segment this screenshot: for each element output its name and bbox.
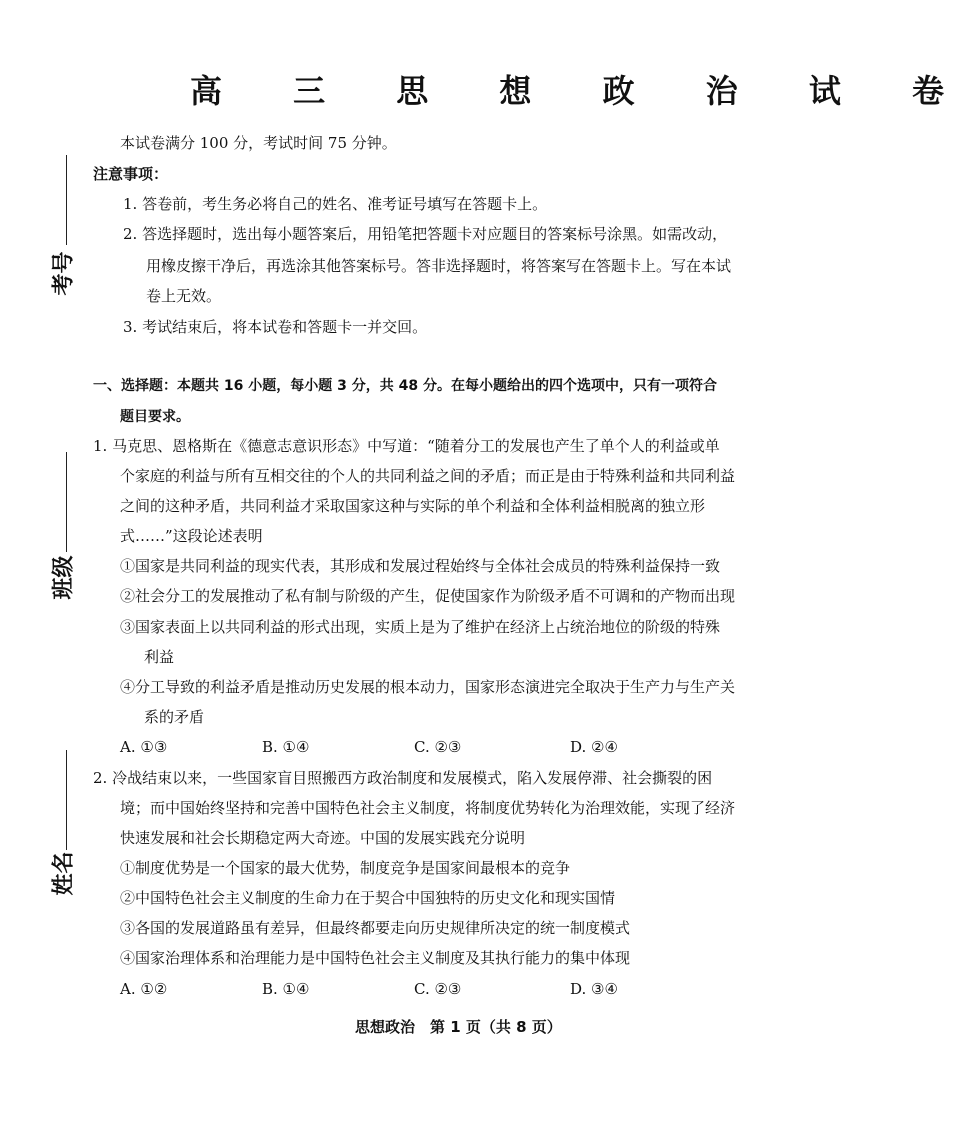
notice-item: 卷上无效。 (146, 287, 222, 305)
q1-statement: ①国家是共同利益的现实代表，其形成和发展过程始终与全体社会成员的特殊利益保持一致 (120, 557, 721, 575)
notice-heading: 注意事项： (93, 165, 169, 183)
q1-statement-cont: 系的矛盾 (144, 708, 205, 726)
notice-item: 1. 答卷前，考生务必将自己的姓名、准考证号填写在答题卡上。 (123, 195, 548, 213)
exam-no-line (66, 155, 67, 245)
q2-statement: ②中国特色社会主义制度的生命力在于契合中国独特的历史文化和现实国情 (120, 889, 616, 907)
q2-option-b: B. ①④ (262, 980, 310, 998)
q1-statement-cont: 利益 (144, 648, 175, 666)
q1-option-b: B. ①④ (262, 738, 310, 756)
question-2-line: 境；而中国始终坚持和完善中国特色社会主义制度，将制度优势转化为治理效能，实现了经济 (120, 799, 736, 817)
q2-option-d: D. ③④ (570, 980, 618, 998)
question-1-line: 个家庭的利益与所有互相交往的个人的共同利益之间的矛盾；而正是由于特殊利益和共同利益 (120, 467, 736, 485)
question-1-line: 式……”这段论述表明 (120, 527, 263, 545)
class-label: 班级 (51, 555, 77, 600)
q1-statement: ②社会分工的发展推动了私有制与阶级的产生，促使国家作为阶级矛盾不可调和的产物而出现 (120, 587, 736, 605)
q2-statement: ④国家治理体系和治理能力是中国特色社会主义制度及其执行能力的集中体现 (120, 949, 631, 967)
q1-option-a: A. ①③ (120, 738, 168, 756)
q1-statement: ④分工导致的利益矛盾是推动历史发展的根本动力，国家形态演进完全取决于生产力与生产关 (120, 678, 736, 696)
class-line (66, 452, 67, 552)
page-footer: 思想政治 第 1 页（共 8 页） (355, 1018, 562, 1036)
notice-item: 用橡皮擦干净后，再选涂其他答案标号。答非选择题时，将答案写在答题卡上。写在本试 (146, 257, 732, 275)
q2-statement: ①制度优势是一个国家的最大优势，制度竞争是国家间最根本的竞争 (120, 859, 571, 877)
q1-option-d: D. ②④ (570, 738, 618, 756)
notice-item: 3. 考试结束后，将本试卷和答题卡一并交回。 (123, 318, 428, 336)
name-label: 姓名 (51, 851, 77, 896)
name-line (66, 750, 67, 850)
q2-option-a: A. ①② (120, 980, 168, 998)
question-2-line: 2. 冷战结束以来，一些国家盲目照搬西方政治制度和发展模式，陷入发展停滞、社会撕裂的困 (93, 769, 713, 787)
section-heading-cont: 题目要求。 (120, 409, 190, 425)
section-heading: 一、选择题：本题共 16 小题，每小题 3 分，共 48 分。在每小题给出的四个选项中，只有一项符合 (93, 378, 717, 394)
exam-no-label: 考号 (51, 251, 77, 296)
question-1-line: 之间的这种矛盾，共同利益才采取国家这种与实际的单个利益和全体利益相脱离的独立形 (120, 497, 706, 515)
question-1-line: 1. 马克思、恩格斯在《德意志意识形态》中写道：“随着分工的发展也产生了单个人的利益或单 (93, 437, 720, 455)
question-2-line: 快速发展和社会长期稳定两大奇迹。中国的发展实践充分说明 (120, 829, 526, 847)
q2-option-c: C. ②③ (414, 980, 462, 998)
q2-statement: ③各国的发展道路虽有差异，但最终都要走向历史规律所决定的统一制度模式 (120, 919, 631, 937)
exam-intro: 本试卷满分 100 分，考试时间 75 分钟。 (120, 134, 397, 152)
q1-option-c: C. ②③ (414, 738, 462, 756)
notice-item: 2. 答选择题时，选出每小题答案后，用铅笔把答题卡对应题目的答案标号涂黑。如需改动， (123, 225, 728, 243)
q1-statement: ③国家表面上以共同利益的形式出现，实质上是为了维护在经济上占统治地位的阶级的特殊 (120, 618, 721, 636)
page-title: 高 三 思 想 政 治 试 卷 (190, 72, 974, 110)
